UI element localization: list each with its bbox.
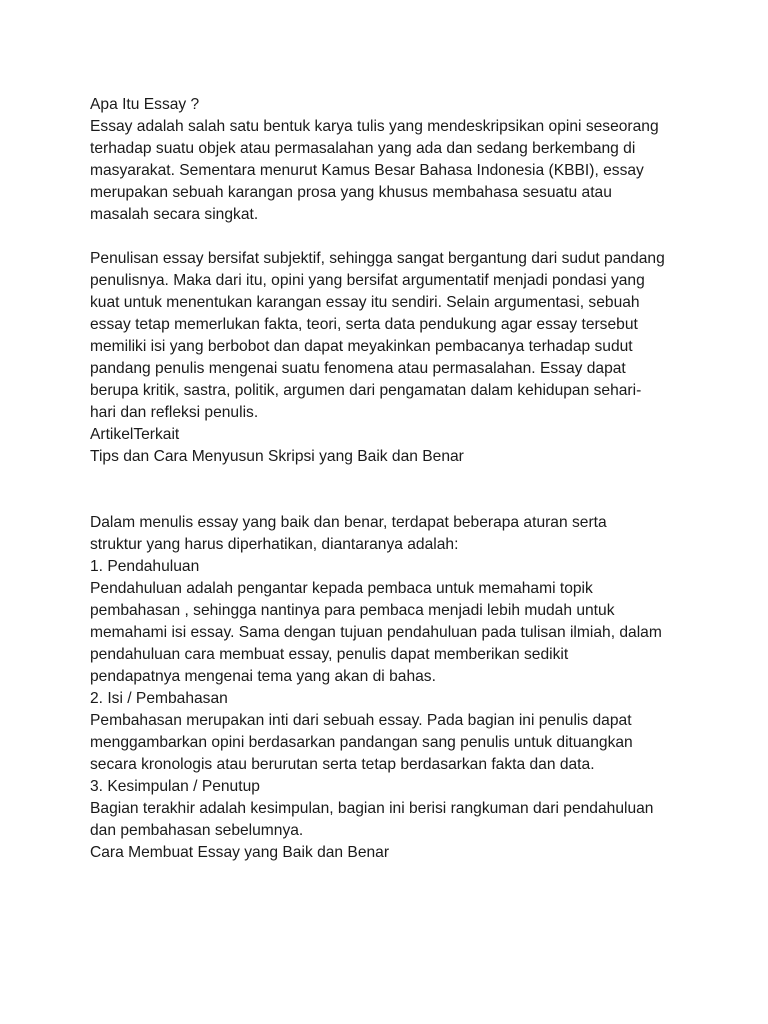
paragraph-spacer xyxy=(90,226,690,248)
third-paragraph xyxy=(90,512,690,556)
paragraph-line: berupa kritik, sastra, politik, argumen dari pengamatan dalam kehidupan sehari- xyxy=(90,382,642,399)
document-title: Apa Itu Essay ? xyxy=(90,96,200,113)
document-page xyxy=(90,94,690,864)
related-article-link[interactable]: Tips dan Cara Menyusun Skripsi yang Baik dan Benar xyxy=(90,448,464,465)
related-articles-label: ArtikelTerkait xyxy=(90,426,180,443)
paragraph-line: pendapatnya mengenai tema yang akan di bahas. xyxy=(90,668,436,685)
paragraph-line: Essay adalah salah satu bentuk karya tulis yang mendeskripsikan opini seseorang xyxy=(90,118,659,135)
paragraph-line: Pembahasan merupakan inti dari sebuah essay. Pada bagian ini penulis dapat xyxy=(90,712,632,729)
paragraph-line: terhadap suatu objek atau permasalahan yang ada dan sedang berkembang di xyxy=(90,140,636,157)
paragraph-line: kuat untuk menentukan karangan essay itu sendiri. Selain argumentasi, sebuah xyxy=(90,294,640,311)
paragraph-line: Pendahuluan adalah pengantar kepada pembaca untuk memahami topik xyxy=(90,580,593,597)
paragraph-line: masyarakat. Sementara menurut Kamus Besar Bahasa Indonesia (KBBI), essay xyxy=(90,162,644,179)
paragraph-spacer xyxy=(90,468,690,512)
intro-paragraph xyxy=(90,116,690,226)
section-body-kesimpulan xyxy=(90,798,690,842)
paragraph-line: essay tetap memerlukan fakta, teori, serta data pendukung agar essay tersebut xyxy=(90,316,638,333)
paragraph-line: dan pembahasan sebelumnya. xyxy=(90,822,304,839)
paragraph-line: masalah secara singkat. xyxy=(90,206,259,223)
paragraph-line: menggambarkan opini berdasarkan pandangan sang penulis untuk dituangkan xyxy=(90,734,633,751)
paragraph-line: pembahasan , sehingga nantinya para pembaca menjadi lebih mudah untuk xyxy=(90,602,615,619)
paragraph-line: merupakan sebuah karangan prosa yang khusus membahasa sesuatu atau xyxy=(90,184,612,201)
paragraph-line: Bagian terakhir adalah kesimpulan, bagian ini berisi rangkuman dari pendahuluan xyxy=(90,800,654,817)
paragraph-line: Penulisan essay bersifat subjektif, sehingga sangat bergantung dari sudut pandang xyxy=(90,250,665,267)
closing-line: Cara Membuat Essay yang Baik dan Benar xyxy=(90,844,390,861)
paragraph-line: struktur yang harus diperhatikan, diantaranya adalah: xyxy=(90,536,459,553)
section-body-pendahuluan xyxy=(90,578,690,688)
section-body-pembahasan xyxy=(90,710,690,776)
paragraph-line: pendahuluan cara membuat essay, penulis dapat memberikan sedikit xyxy=(90,646,569,663)
paragraph-line: pandang penulis mengenai suatu fenomena atau permasalahan. Essay dapat xyxy=(90,360,626,377)
paragraph-line: secara kronologis atau berurutan serta tetap berdasarkan fakta dan data. xyxy=(90,756,595,773)
second-paragraph xyxy=(90,248,690,424)
paragraph-line: hari dan refleksi penulis. xyxy=(90,404,259,421)
paragraph-line: Dalam menulis essay yang baik dan benar, terdapat beberapa aturan serta xyxy=(90,514,607,531)
section-heading-kesimpulan: 3. Kesimpulan / Penutup xyxy=(90,778,260,795)
section-heading-pembahasan: 2. Isi / Pembahasan xyxy=(90,690,228,707)
paragraph-line: memiliki isi yang berbobot dan dapat meyakinkan pembacanya terhadap sudut xyxy=(90,338,633,355)
paragraph-line: penulisnya. Maka dari itu, opini yang bersifat argumentatif menjadi pondasi yang xyxy=(90,272,645,289)
paragraph-line: memahami isi essay. Sama dengan tujuan pendahuluan pada tulisan ilmiah, dalam xyxy=(90,624,662,641)
section-heading-pendahuluan: 1. Pendahuluan xyxy=(90,558,200,575)
